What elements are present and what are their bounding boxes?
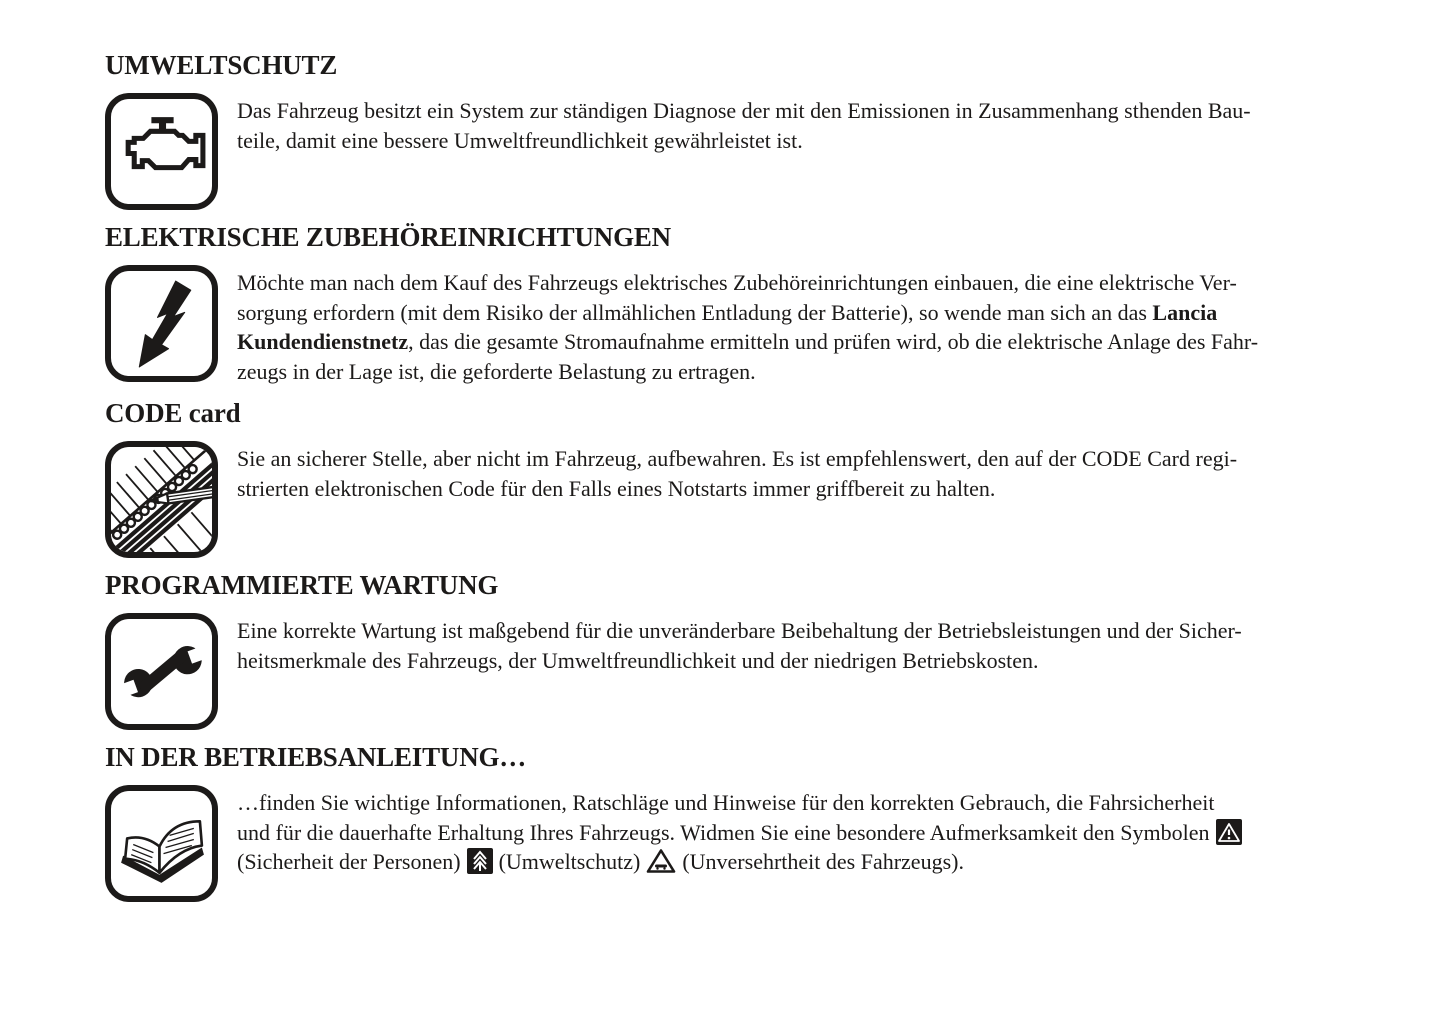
engine-icon (105, 93, 218, 210)
paragraph-umweltschutz: Das Fahrzeug besitzt ein System zur ständigen Diagnose der mit den Emissionen in Zusammenhang sthenden Bau- teile, damit eine bessere Umweltfreundlichkeit gewährleistet ist. (237, 98, 1251, 153)
section-elektrische-zubehoereinrichtungen (105, 222, 1415, 386)
warning-triangle-boxed-icon (1216, 819, 1242, 845)
paragraph-betriebsanleitung: …finden Sie wichtige Informationen, Ratschläge und Hinweise für den korrekten Gebrauch, die Fahrsicherheit und für die dauerhafte Erhaltung Ihres Fahrzeugs. Widmen Sie eine besondere Aufmerksamkeit den Symbolen (Sicherheit der Personen) (Umweltschutz) (Unversehrtheit des Fahrzeugs). (237, 785, 1248, 877)
notebook-pencil-icon (105, 441, 218, 558)
wrench-icon (105, 613, 218, 730)
open-book-icon (105, 785, 218, 902)
paragraph-wartung: Eine korrekte Wartung ist maßgebend für die unveränderbare Beibehaltung der Betriebsleistungen und der Sicher- heitsmerkmale des Fahrzeugs, der Umweltfreundlichkeit und der niedrigen Betriebskosten. (237, 618, 1242, 673)
section-heading-code-card: CODE card (105, 398, 241, 428)
section-umweltschutz (105, 50, 1415, 210)
bold-lancia: Lancia (1152, 299, 1218, 325)
section-betriebsanleitung (105, 742, 1415, 902)
bold-kundendienstnetz: Kundendienstnetz (237, 329, 409, 354)
section-programmierte-wartung (105, 570, 1415, 730)
paragraph-elektrische: Möchte man nach dem Kauf des Fahrzeugs elektrisches Zubehöreinrichtungen einbauen, die eine elektrische Ver- sorgung erfordern (mit dem Risiko der allmählichen Entladung der Batterie), so wende man sich an das Lancia Kundendienstnetz, das die gesamte Stromaufnahme ermitteln und prüfen wird, ob die elektrische Anlage des Fahr- zeugs in der Lage ist, die geforderte Belastung zu ertragen. (237, 270, 1259, 384)
section-heading-betriebsanleitung: IN DER BETRIEBSANLEITUNG… (105, 742, 527, 772)
paragraph-code-card: Sie an sicherer Stelle, aber nicht im Fahrzeug, aufbewahren. Es ist empfehlenswert, den auf der CODE Card regi- strierten elektronischen Code für den Falls eines Notstarts immer griffbereit zu halten. (237, 446, 1238, 501)
lightning-bolt-icon (105, 265, 218, 382)
fir-tree-boxed-icon (467, 848, 493, 874)
section-heading-elektrische: ELEKTRISCHE ZUBEHÖREINRICHTUNGEN (105, 222, 671, 252)
section-code-card (105, 398, 1415, 558)
warning-triangle-outline-icon (646, 848, 676, 874)
section-heading-umweltschutz: UMWELTSCHUTZ (105, 50, 338, 80)
section-heading-wartung: PROGRAMMIERTE WARTUNG (105, 570, 499, 600)
